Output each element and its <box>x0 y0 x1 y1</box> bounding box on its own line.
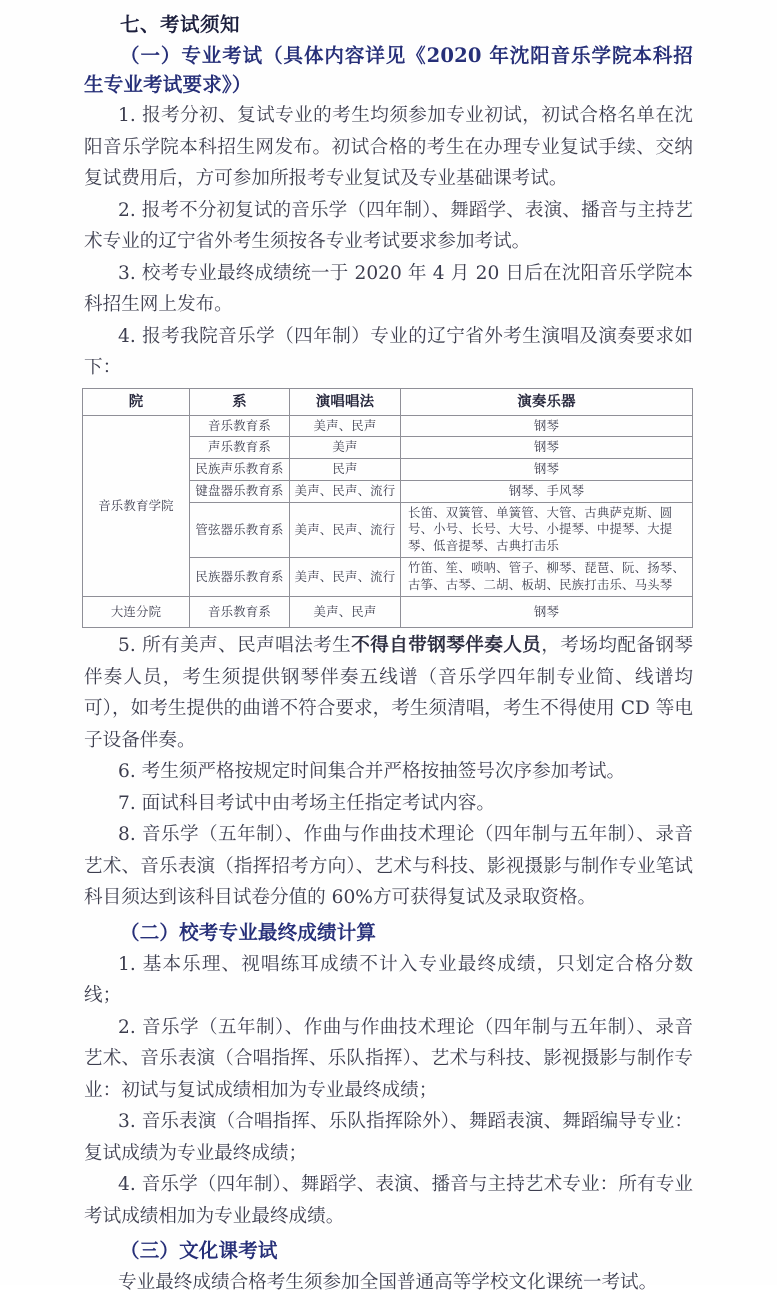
cell-instruments: 钢琴 <box>401 597 693 628</box>
cell-academy: 音乐教育学院 <box>83 415 190 597</box>
paragraph-1-5-part-b: ，考场均配备钢琴伴奏人员，考生须提供钢琴伴奏五线谱（音乐学四年制专业简、线谱均可），如考生提供的曲谱不符合要求，考生须清唱，考生不得使用 CD 等电子设备伴奏。 <box>84 635 693 751</box>
paragraph-1-5 <box>84 630 693 756</box>
cell-department: 键盘器乐教育系 <box>190 480 290 502</box>
column-header-academy: 院 <box>83 388 190 415</box>
column-header-instruments: 演奏乐器 <box>401 388 693 415</box>
cell-instruments: 钢琴 <box>401 415 693 437</box>
paragraph-3-1: 专业最终成绩合格考生须参加全国普通高等学校文化课统一考试。 <box>118 1272 658 1294</box>
cell-department: 音乐教育系 <box>190 415 290 437</box>
cell-vocal: 美声、民声、流行 <box>290 502 401 557</box>
cell-vocal: 美声、民声、流行 <box>290 558 401 597</box>
cell-department: 民族器乐教育系 <box>190 558 290 597</box>
cell-vocal: 民声 <box>290 459 401 481</box>
page-title: 七、考试须知 <box>120 13 241 36</box>
cell-instruments: 钢琴 <box>401 459 693 481</box>
cell-vocal: 美声、民声 <box>290 415 401 437</box>
section-1-title: （一）专业考试（具体内容详见《2020 年沈阳音乐学院本科招生专业考试要求》） <box>84 44 693 96</box>
section-2-title: （二）校考专业最终成绩计算 <box>120 920 377 944</box>
table-header-row <box>83 388 693 415</box>
paragraph-1-4: 4. 报考我院音乐学（四年制）专业的辽宁省外考生演唱及演奏要求如下： <box>84 325 693 378</box>
cell-vocal: 美声、民声 <box>290 597 401 628</box>
paragraph-1-5-part-a: 5. 所有美声、民声唱法考生 <box>118 635 352 657</box>
cell-vocal: 美声 <box>290 437 401 459</box>
table-row <box>83 415 693 437</box>
cell-department: 民族声乐教育系 <box>190 459 290 481</box>
department-requirements-table <box>82 388 693 629</box>
cell-academy: 大连分院 <box>83 597 190 628</box>
paragraph-1-3: 3. 校考专业最终成绩统一于 2020 年 4 月 20 日后在沈阳音乐学院本科招生网上发布。 <box>84 262 693 315</box>
paragraph-2-4: 4. 音乐学（四年制）、舞蹈学、表演、播音与主持艺术专业：所有专业考试成绩相加为专业最终成绩。 <box>84 1174 693 1227</box>
paragraph-1-6: 6. 考生须严格按规定时间集合并严格按抽签号次序参加考试。 <box>118 761 626 783</box>
cell-instruments: 钢琴、手风琴 <box>401 480 693 502</box>
paragraph-1-5-emphasis: 不得自带钢琴伴奏人员 <box>351 635 542 657</box>
paragraph-2-1: 1. 基本乐理、视唱练耳成绩不计入专业最终成绩，只划定合格分数线； <box>84 953 693 1007</box>
cell-instruments: 长笛、双簧管、单簧管、大管、古典萨克斯、圆号、小号、长号、大号、小提琴、中提琴、大提琴、低音提琴、古典打击乐 <box>401 502 693 557</box>
paragraph-2-2: 2. 音乐学（五年制）、作曲与作曲技术理论（四年制与五年制）、录音艺术、音乐表演（合唱指挥、乐队指挥）、艺术与科技、影视摄影与制作专业：初试与复试成绩相加为专业最终成绩； <box>84 1016 693 1101</box>
paragraph-1-8: 8. 音乐学（五年制）、作曲与作曲技术理论（四年制与五年制）、录音艺术、音乐表演（指挥招考方向）、艺术与科技、影视摄影与制作专业笔试科目须达到该科目试卷分值的 60%方可获得复试及录取资格。 <box>84 824 693 909</box>
paragraph-1-2: 2. 报考不分初复试的音乐学（四年制）、舞蹈学、表演、播音与主持艺术专业的辽宁省外考生须按各专业考试要求参加考试。 <box>84 199 693 252</box>
cell-department: 音乐教育系 <box>190 597 290 628</box>
paragraph-1-1: 1. 报考分初、复试专业的考生均须参加专业初试，初试合格名单在沈阳音乐学院本科招生网发布。初试合格的考生在办理专业复试手续、交纳复试费用后，方可参加所报考专业复试及专业基础课考试。 <box>84 105 693 189</box>
table-body <box>83 415 693 628</box>
department-table-wrapper <box>82 388 694 629</box>
table-row <box>83 597 693 628</box>
cell-instruments: 竹笛、笙、唢呐、管子、柳琴、琵琶、阮、扬琴、古筝、古琴、二胡、板胡、民族打击乐、马头琴 <box>401 558 693 597</box>
cell-instruments: 钢琴 <box>401 437 693 459</box>
table-header <box>83 388 693 415</box>
paragraph-1-7: 7. 面试科目考试中由考场主任指定考试内容。 <box>118 792 495 814</box>
paragraph-2-3: 3. 音乐表演（合唱指挥、乐队指挥除外）、舞蹈表演、舞蹈编导专业：复试成绩为专业最终成绩； <box>84 1111 693 1164</box>
cell-vocal: 美声、民声、流行 <box>290 480 401 502</box>
column-header-vocal: 演唱唱法 <box>290 388 401 415</box>
column-header-department: 系 <box>190 388 290 415</box>
cell-department: 管弦器乐教育系 <box>190 502 290 557</box>
cell-department: 声乐教育系 <box>190 437 290 459</box>
section-3-title: （三）文化课考试 <box>120 1239 278 1263</box>
